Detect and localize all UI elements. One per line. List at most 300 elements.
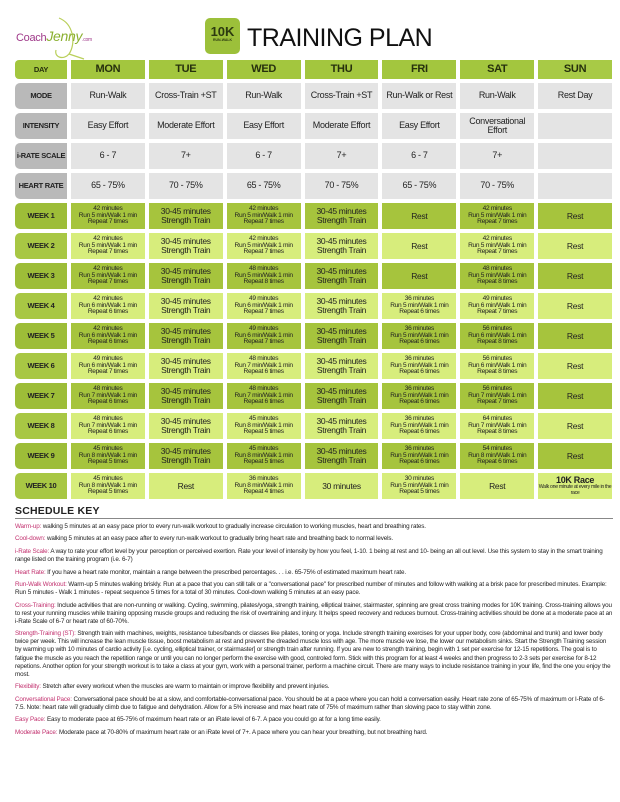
workout-line: 45 minutes — [249, 445, 279, 453]
workout-line: Strength Train — [161, 245, 211, 255]
workout-line: Repeat 7 times — [87, 218, 128, 226]
workout-line: 36 minutes — [249, 475, 279, 483]
day-header-thu: THU — [305, 60, 379, 79]
workout-line: 42 minutes — [93, 295, 123, 303]
workout-line: Run 5 min/Walk 1 min — [390, 331, 449, 339]
info-cell: 7+ — [149, 143, 223, 169]
info-cell: Run-Walk or Rest — [382, 83, 456, 109]
workout-line: 30-45 minutes — [160, 416, 211, 427]
key-term: Flexibility: — [15, 683, 41, 691]
info-row-label: MODE — [15, 83, 67, 109]
workout-line: 30-45 minutes — [160, 236, 211, 247]
workout-line: Repeat 7 times — [87, 248, 128, 256]
workout-line: Run 5 min/Walk 1 min — [390, 451, 449, 459]
key-term: i-Rate Scale: — [15, 547, 50, 555]
workout-cell — [382, 353, 456, 379]
workout-line: Repeat 6 times — [399, 398, 440, 406]
key-term: Run-Walk Workout: — [15, 581, 67, 589]
workout-line: 30-45 minutes — [316, 326, 367, 337]
workout-line: Run 7 min/Walk 1 min — [78, 391, 138, 399]
key-item — [15, 523, 613, 531]
workout-cell — [460, 413, 534, 439]
workout-cell — [382, 203, 456, 229]
info-cell: Cross-Train +ST — [305, 83, 379, 109]
key-text: If you have a heart rate monitor, maintain a range between the prescribed percentages. . . i.e. 65-75% of estimated maximum heart rate. — [45, 568, 406, 576]
key-term: Heart Rate: — [15, 568, 46, 576]
workout-line: Repeat 5 times — [87, 458, 128, 466]
workout-cell — [227, 443, 301, 469]
workout-cell — [382, 383, 456, 409]
workout-line: Rest — [566, 450, 584, 461]
workout-cell — [382, 473, 456, 499]
workout-line: Repeat 6 times — [87, 428, 128, 436]
workout-cell — [305, 323, 379, 349]
key-text: Conversational pace should be at a slow, and comfortable-conversational pace. You should be at a pace where you can hold a conversation easily. Heart rate zone of 65-75% of maximum or I-Rate of 6-7.5. Note: heart rate will gradually climb due to fatigue and dehydration. Allow for a 5% increase and max heart rate of 75% of maximum rather than slowing pace to stay within zone. — [15, 695, 605, 711]
workout-line: 54 minutes — [482, 445, 512, 453]
workout-line: 30-45 minutes — [316, 236, 367, 247]
workout-line: Repeat 6 times — [243, 398, 284, 406]
schedule-key-title: SCHEDULE KEY — [15, 505, 613, 519]
week-label: WEEK 9 — [15, 443, 67, 469]
workout-line: 30-45 minutes — [160, 206, 211, 217]
workout-cell — [71, 413, 145, 439]
key-text: Include activities that are non-running or walking. Cycling, swimming, pilates/yoga, strength training, elliptical trainer, stairmaster, spinning are great cross training modes for 10K training. Cross-training allows you to rest your running muscles while training opposing muscle groups and reducing the risk of overtraining and injury. It helps speed recovery and reduces burnout. Cross-training activities should be done at a moderate pace at an i-Rate Scale of 6-7 or heart rate of 60-70%. — [15, 601, 613, 625]
schedule-key — [15, 505, 613, 741]
workout-line: 30-45 minutes — [316, 416, 367, 427]
workout-line: Strength Train — [316, 305, 367, 315]
workout-cell — [227, 413, 301, 439]
workout-cell — [305, 383, 379, 409]
workout-line: 42 minutes — [249, 205, 279, 213]
workout-line: Repeat 6 times — [243, 368, 284, 376]
race-title: 10K Race — [555, 474, 595, 485]
workout-line: Repeat 7 times — [477, 248, 518, 256]
workout-line: Rest — [489, 480, 506, 491]
workout-line: Strength Train — [161, 275, 211, 285]
key-item — [15, 630, 613, 679]
workout-cell — [305, 293, 379, 319]
key-term: Warm-up: — [15, 523, 42, 530]
key-item — [15, 535, 613, 543]
workout-cell — [149, 293, 223, 319]
key-item — [15, 696, 613, 712]
workout-cell — [71, 293, 145, 319]
workout-cell — [305, 203, 379, 229]
workout-line: Run 5 min/Walk 1 min — [468, 241, 527, 249]
workout-cell — [227, 293, 301, 319]
info-cell: Rest Day — [538, 83, 612, 109]
workout-line: Rest — [177, 480, 194, 491]
workout-cell — [538, 233, 612, 259]
workout-cell — [305, 353, 379, 379]
info-cell — [538, 173, 612, 199]
workout-line: Run 5 min/Walk 1 min — [390, 391, 449, 399]
week-label: WEEK 6 — [15, 353, 67, 379]
workout-cell — [149, 233, 223, 259]
key-text: A way to rate your effort level by your perception or perceived exertion. Rate your level of intensity by how you feel, 1-10. 1 being at rest and 10- being an all out level. Use this system to stay in the smart training range listed on the training program (i.e. 6-7) — [15, 547, 603, 564]
workout-cell — [460, 263, 534, 289]
10k-run-walk-badge: 10K RUN-WALK — [205, 18, 240, 54]
workout-line: Repeat 7 times — [87, 368, 128, 376]
week-label: WEEK 10 — [15, 473, 67, 499]
info-cell: Easy Effort — [71, 113, 145, 139]
workout-cell — [227, 203, 301, 229]
workout-line: Strength Train — [161, 305, 211, 315]
workout-cell — [538, 353, 612, 379]
info-cell: Moderate Effort — [149, 113, 223, 139]
workout-line: Strength Train — [316, 215, 367, 225]
workout-line: 42 minutes — [93, 235, 123, 243]
workout-line: Run 8 min/Walk 1 min — [78, 451, 138, 459]
workout-line: Repeat 8 times — [243, 278, 284, 286]
key-text: Moderate pace at 70-80% of maximum heart rate or an iRate level of 7+. A pace where you can hear your breathing, but not breathing hard. — [57, 728, 428, 736]
info-cell: 70 - 75% — [305, 173, 379, 199]
workout-cell — [538, 263, 612, 289]
workout-cell — [382, 323, 456, 349]
workout-line: Strength Train — [316, 275, 367, 285]
workout-line: Repeat 6 times — [399, 428, 440, 436]
workout-cell — [382, 293, 456, 319]
workout-cell — [305, 263, 379, 289]
workout-cell — [149, 473, 223, 499]
key-text: walking 5 minutes at an easy pace prior to every run-walk workout to gradually increase circulation to working muscles, heart and breathing rates. — [41, 523, 426, 530]
workout-line: 30-45 minutes — [160, 266, 211, 277]
key-item — [15, 729, 613, 737]
info-cell — [538, 113, 612, 139]
workout-line: Repeat 6 times — [477, 458, 518, 466]
workout-cell — [71, 443, 145, 469]
workout-line: 48 minutes — [93, 415, 123, 423]
workout-cell — [538, 293, 612, 319]
workout-line: Repeat 6 times — [399, 458, 440, 466]
workout-line: Rest — [566, 210, 584, 221]
race-day-cell — [538, 473, 612, 499]
workout-line: 49 minutes — [482, 295, 512, 303]
workout-line: Strength Train — [316, 395, 367, 405]
workout-line: Strength Train — [316, 335, 367, 345]
workout-cell — [227, 323, 301, 349]
workout-line: 42 minutes — [93, 325, 123, 333]
workout-line: 36 minutes — [404, 385, 434, 393]
workout-cell — [71, 233, 145, 259]
workout-cell — [149, 203, 223, 229]
workout-line: 56 minutes — [482, 355, 512, 363]
workout-line: 30-45 minutes — [316, 386, 367, 397]
workout-line: Repeat 7 times — [243, 248, 284, 256]
workout-cell — [227, 383, 301, 409]
workout-line: 30-45 minutes — [316, 206, 367, 217]
workout-cell — [149, 353, 223, 379]
week-label: WEEK 7 — [15, 383, 67, 409]
workout-line: Run 6 min/Walk 1 min — [234, 331, 293, 339]
workout-line: Strength Train — [161, 395, 211, 405]
day-header-wed: WED — [227, 60, 301, 79]
workout-cell — [538, 203, 612, 229]
workout-line: Run 5 min/Walk 1 min — [468, 211, 527, 219]
workout-line: 30-45 minutes — [316, 296, 367, 307]
workout-cell — [305, 233, 379, 259]
workout-cell — [538, 443, 612, 469]
workout-cell — [71, 323, 145, 349]
workout-cell — [149, 263, 223, 289]
workout-cell — [71, 473, 145, 499]
workout-line: Run 5 min/Walk 1 min — [390, 481, 449, 489]
workout-line: Run 8 min/Walk 1 min — [234, 451, 293, 459]
key-term: Moderate Pace: — [15, 728, 58, 736]
workout-cell — [460, 353, 534, 379]
workout-cell — [382, 413, 456, 439]
workout-line: 48 minutes — [249, 265, 279, 273]
day-header-mon: MON — [71, 60, 145, 79]
workout-line: Run 5 min/Walk 1 min — [78, 271, 138, 279]
info-row-label: INTENSITY — [15, 113, 67, 139]
workout-line: 36 minutes — [404, 445, 434, 453]
workout-cell — [460, 473, 534, 499]
workout-cell — [460, 293, 534, 319]
workout-line: Repeat 6 times — [399, 338, 440, 346]
workout-line: Repeat 8 times — [477, 368, 518, 376]
info-cell: 70 - 75% — [149, 173, 223, 199]
workout-line: 36 minutes — [404, 415, 434, 423]
workout-line: Repeat 7 times — [477, 398, 518, 406]
workout-line: 49 minutes — [93, 355, 123, 363]
workout-line: Repeat 7 times — [477, 308, 518, 316]
workout-line: Rest — [411, 210, 428, 221]
key-item — [15, 569, 613, 577]
info-cell: Run-Walk — [71, 83, 145, 109]
workout-line: Run 5 min/Walk 1 min — [390, 301, 449, 309]
workout-line: Run 6 min/Walk 1 min — [78, 301, 138, 309]
workout-line: Strength Train — [161, 455, 211, 465]
week-label: WEEK 8 — [15, 413, 67, 439]
workout-line: Run 8 min/Walk 1 min — [468, 451, 527, 459]
workout-cell — [460, 323, 534, 349]
week-label: WEEK 2 — [15, 233, 67, 259]
workout-line: Repeat 5 times — [399, 488, 440, 496]
week-label: WEEK 3 — [15, 263, 67, 289]
workout-line: 42 minutes — [482, 205, 512, 213]
race-note: Walk one minute at every mile in the race — [538, 484, 612, 496]
workout-line: 42 minutes — [93, 265, 123, 273]
workout-cell — [382, 263, 456, 289]
workout-line: Repeat 5 times — [87, 488, 128, 496]
info-cell: Easy Effort — [227, 113, 301, 139]
coachjenny-logo: CoachJenny.com — [14, 14, 104, 62]
workout-line: Run 5 min/Walk 1 min — [468, 271, 527, 279]
key-item — [15, 581, 613, 597]
workout-cell — [149, 413, 223, 439]
workout-line: 30-45 minutes — [316, 356, 367, 367]
key-term: Easy Pace: — [15, 716, 46, 724]
workout-line: Run 6 min/Walk 1 min — [468, 301, 527, 309]
workout-line: 45 minutes — [93, 475, 123, 483]
workout-cell — [71, 383, 145, 409]
workout-cell — [227, 263, 301, 289]
workout-line: Run 6 min/Walk 1 min — [234, 301, 293, 309]
info-cell: 6 - 7 — [227, 143, 301, 169]
workout-line: Run 7 min/Walk 1 min — [468, 391, 527, 399]
info-cell: Run-Walk — [227, 83, 301, 109]
info-cell: 70 - 75% — [460, 173, 534, 199]
workout-line: 64 minutes — [482, 415, 512, 423]
training-plan-table — [15, 60, 612, 499]
workout-line: 42 minutes — [482, 235, 512, 243]
workout-line: Strength Train — [161, 215, 211, 225]
workout-cell — [227, 473, 301, 499]
workout-line: Rest — [566, 240, 584, 251]
workout-cell — [149, 443, 223, 469]
workout-line: Rest — [411, 240, 428, 251]
workout-line: 48 minutes — [249, 355, 279, 363]
key-item — [15, 716, 613, 724]
workout-cell — [382, 233, 456, 259]
workout-line: Rest — [566, 360, 584, 371]
workout-line: Strength Train — [316, 425, 367, 435]
key-term: Cross-Training: — [15, 601, 56, 609]
workout-cell — [538, 413, 612, 439]
day-header-tue: TUE — [149, 60, 223, 79]
workout-line: 45 minutes — [93, 445, 123, 453]
workout-line: Strength Train — [161, 365, 211, 375]
workout-line: Repeat 6 times — [87, 398, 128, 406]
workout-line: 56 minutes — [482, 325, 512, 333]
workout-line: Repeat 6 times — [399, 308, 440, 316]
info-row-label: i-RATE SCALE — [15, 143, 67, 169]
workout-line: Run 5 min/Walk 1 min — [78, 241, 138, 249]
workout-line: Strength Train — [161, 335, 211, 345]
workout-line: 48 minutes — [482, 265, 512, 273]
workout-line: Run 7 min/Walk 1 min — [78, 421, 138, 429]
day-header-sun: SUN — [538, 60, 612, 79]
workout-line: Repeat 7 times — [87, 278, 128, 286]
info-cell: Run-Walk — [460, 83, 534, 109]
workout-cell — [71, 203, 145, 229]
workout-line: Run 7 min/Walk 1 min — [234, 361, 293, 369]
workout-line: Rest — [566, 420, 584, 431]
workout-line: 42 minutes — [93, 205, 123, 213]
workout-line: Run 7 min/Walk 1 min — [468, 421, 527, 429]
info-cell: Cross-Train +ST — [149, 83, 223, 109]
workout-line: Strength Train — [161, 425, 211, 435]
workout-line: Repeat 8 times — [477, 428, 518, 436]
key-text: Stretch after every workout when the muscles are warm to maintain or improve flexibility and prevent injuries. — [40, 683, 330, 691]
workout-cell — [71, 353, 145, 379]
workout-line: Rest — [566, 330, 584, 341]
workout-line: 45 minutes — [249, 415, 279, 423]
workout-line: 30-45 minutes — [160, 296, 211, 307]
workout-line: Repeat 7 times — [243, 308, 284, 316]
workout-line: 30-45 minutes — [160, 326, 211, 337]
workout-cell — [460, 443, 534, 469]
workout-cell — [227, 353, 301, 379]
workout-line: 30 minutes — [404, 475, 434, 483]
day-header-label: DAY — [15, 60, 67, 79]
workout-line: Rest — [566, 270, 584, 281]
info-row-label: HEART RATE — [15, 173, 67, 199]
workout-line: 30-45 minutes — [160, 386, 211, 397]
info-cell: 6 - 7 — [71, 143, 145, 169]
page-title: TRAINING PLAN — [247, 24, 433, 52]
workout-line: Strength Train — [316, 245, 367, 255]
key-term: Conversational Pace: — [15, 695, 72, 703]
workout-cell — [460, 233, 534, 259]
workout-cell — [227, 233, 301, 259]
workout-line: Rest — [411, 270, 428, 281]
key-item — [15, 602, 613, 626]
week-label: WEEK 1 — [15, 203, 67, 229]
week-label: WEEK 5 — [15, 323, 67, 349]
workout-line: Run 5 min/Walk 1 min — [234, 271, 293, 279]
key-text: Easy to moderate pace at 65-75% of maximum heart rate or an iRate level of 6-7. A pace you could go at for a long time easily. — [45, 716, 381, 724]
key-text: Strength train with machines, weights, resistance tubes/bands or classes like pilates, toning or yoga. Include strength training exercises for your upper body, core (abdominal and trunk) and lower body twice per week. This will increase the lean muscle tissue, boost metabolism at rest and prevent the dreaded muscle loss with age. The more muscle we lose, the lower our metabolism sinks. Start the Strength Training session by warming up with 10 minutes of cardio activity [i.e. cycling, elliptical trainer, or stairmaster] or strength train after running. If you are new to strength training, begin with 1 set per exercise for 12-15 repetitions. The goal is to fatigue the muscle as you reach the repetition range or until you can no longer perform the exercise with good, controled form. Stick with this program for at least 4 weeks and then progress to 2-3 sets per exercise for 8-12 repetions. Another option for your strength workout is to take a class at your gym, work with a personal trainer, perform a machine circuit. There are many ways to include resistance training in your life, find the one you enjoy the most. — [15, 630, 611, 678]
workout-line: Repeat 4 times — [243, 488, 284, 496]
workout-line: 36 minutes — [404, 355, 434, 363]
workout-line: Run 8 min/Walk 1 min — [234, 421, 293, 429]
workout-line: 48 minutes — [249, 385, 279, 393]
workout-line: Repeat 7 times — [243, 218, 284, 226]
workout-cell — [305, 443, 379, 469]
workout-line: Run 8 min/Walk 1 min — [78, 481, 138, 489]
info-cell: Moderate Effort — [305, 113, 379, 139]
key-item — [15, 548, 613, 564]
day-header-fri: FRI — [382, 60, 456, 79]
workout-cell — [71, 263, 145, 289]
workout-cell — [460, 383, 534, 409]
workout-line: 30-45 minutes — [316, 266, 367, 277]
info-cell: 7+ — [460, 143, 534, 169]
workout-cell — [460, 203, 534, 229]
workout-line: Run 5 min/Walk 1 min — [78, 211, 138, 219]
workout-cell — [382, 443, 456, 469]
workout-line: Strength Train — [316, 455, 367, 465]
info-cell: 6 - 7 — [382, 143, 456, 169]
workout-line: Repeat 5 times — [243, 458, 284, 466]
workout-line: 49 minutes — [249, 325, 279, 333]
info-cell: 65 - 75% — [382, 173, 456, 199]
info-cell: 7+ — [305, 143, 379, 169]
workout-line: Run 6 min/Walk 1 min — [468, 331, 527, 339]
workout-line: Strength Train — [316, 365, 367, 375]
info-cell — [538, 143, 612, 169]
key-term: Strength-Training (ST): — [15, 630, 76, 638]
workout-line: Run 5 min/Walk 1 min — [234, 211, 293, 219]
workout-cell — [538, 323, 612, 349]
workout-line: Rest — [566, 300, 584, 311]
workout-line: Run 5 min/Walk 1 min — [234, 241, 293, 249]
workout-line: Repeat 6 times — [399, 368, 440, 376]
workout-line: Run 5 min/Walk 1 min — [390, 421, 449, 429]
workout-cell — [149, 383, 223, 409]
key-text: Warm-up 5 minutes walking briskly. Run at a pace that you can still talk or a "conversational pace" for prescribed number of minutes and follow with walking at a brisk pace for prescribed minutes. Example: Run 5 minutes - Walk 1 minutes - repeat sequence 5 times for a total of 30 minutes. Cool-down walking 5 minutes at an easy pace. — [15, 581, 607, 597]
workout-cell — [305, 413, 379, 439]
workout-line: 30-45 minutes — [316, 446, 367, 457]
workout-line: Repeat 8 times — [477, 338, 518, 346]
info-cell: Conversational Effort — [460, 113, 534, 139]
workout-line: Repeat 6 times — [87, 308, 128, 316]
key-item — [15, 683, 613, 691]
workout-cell — [305, 473, 379, 499]
workout-line: 36 minutes — [404, 325, 434, 333]
workout-line: 30-45 minutes — [160, 356, 211, 367]
workout-line: 30 minutes — [322, 480, 361, 491]
workout-line: 48 minutes — [93, 385, 123, 393]
workout-line: Repeat 7 times — [477, 218, 518, 226]
workout-line: Repeat 8 times — [477, 278, 518, 286]
key-text: walking 5 minutes at an easy pace after to every run-walk workout to gradually bring heart rate and breathing back to normal levels. — [45, 535, 393, 543]
info-cell: 65 - 75% — [71, 173, 145, 199]
workout-cell — [538, 383, 612, 409]
workout-line: Run 8 min/Walk 1 min — [234, 481, 293, 489]
